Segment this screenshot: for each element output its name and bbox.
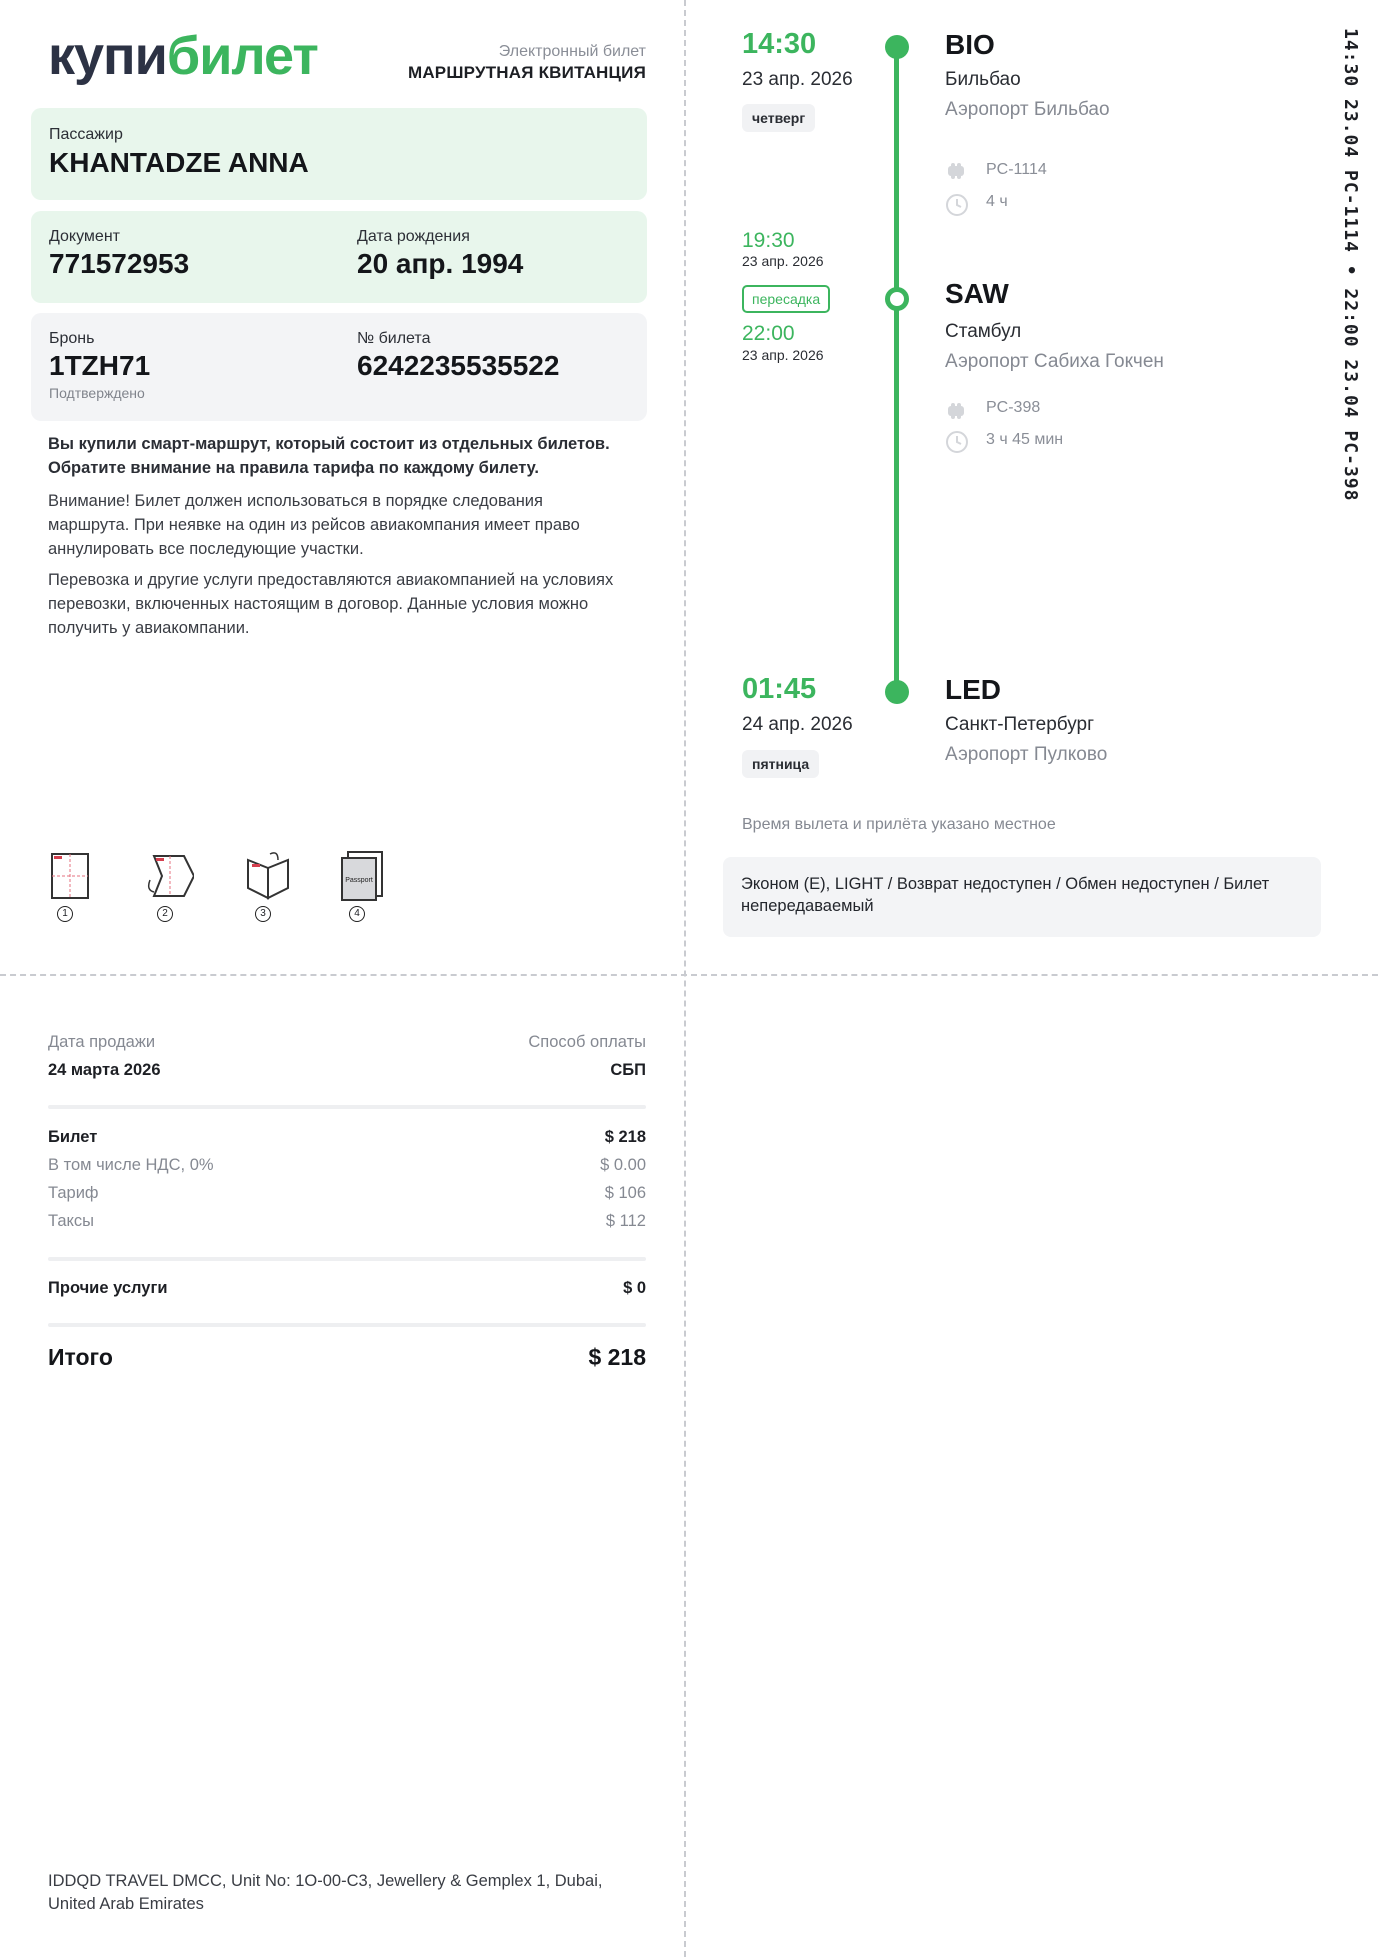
fare-row	[48, 1184, 646, 1210]
passenger-name: KHANTADZE ANNA	[49, 147, 309, 178]
step-number: 2	[157, 906, 173, 922]
departure-airport-code: BIO	[945, 29, 995, 60]
ticket-price-label: Билет	[48, 1128, 98, 1146]
transfer-arrival-date: 23 апр. 2026	[742, 253, 824, 269]
vertical-flight-summary: 14:30 23.04 PC-1114 • 22:00 23.04 PC-398	[1340, 28, 1361, 502]
local-time-note: Время вылета и прилёта указано местное	[742, 816, 1056, 833]
departure-dot	[885, 35, 909, 59]
vertical-cut-line	[684, 0, 686, 1957]
document-label: Документ	[49, 228, 120, 245]
arrival-weekday: пятница	[742, 750, 819, 778]
booking-code: 1TZH71	[49, 350, 151, 381]
sheet-icon	[46, 850, 94, 902]
fare-label: Тариф	[48, 1184, 99, 1202]
vat-value: $ 0.00	[600, 1156, 646, 1174]
step-number: 1	[57, 906, 73, 922]
sale-header-labels	[48, 1033, 646, 1059]
birth-date: 20 апр. 1994	[357, 248, 524, 279]
fare-value: $ 106	[604, 1184, 646, 1202]
ticket-number-label: № билета	[357, 330, 431, 347]
vat-label: В том числе НДС, 0%	[48, 1156, 214, 1174]
taxes-row	[48, 1212, 646, 1238]
fold-step-3	[244, 850, 292, 924]
booking-label: Бронь	[49, 330, 95, 347]
ticket-price-row	[48, 1128, 646, 1154]
document-card	[31, 211, 647, 303]
passport-label: Passport	[345, 877, 373, 884]
flight-icon	[945, 400, 967, 427]
transfer-airport-code: SAW	[945, 278, 1009, 309]
birth-label: Дата рождения	[357, 228, 470, 245]
tariff-conditions: Эконом (E), LIGHT / Возврат недоступен / Обмен недоступен / Билет непередаваемый	[741, 875, 1270, 915]
carriage-terms: Перевозка и другие услуги предоставляются авиакомпанией на условиях перевозки, включенных настоящим в договор. Данные условия можно получить у авиакомпании.	[48, 571, 614, 637]
transfer-departure-time: 22:00	[742, 322, 795, 345]
divider	[48, 1323, 646, 1327]
sale-date: 24 марта 2026	[48, 1061, 161, 1079]
flight-duration: 3 ч 45 мин	[986, 431, 1064, 448]
payment-method-label: Способ оплаты	[528, 1033, 646, 1051]
fold-step-2	[146, 850, 194, 924]
fold-step-4	[338, 850, 386, 924]
transfer-arrival-time: 19:30	[742, 229, 795, 252]
sale-header-values	[48, 1061, 646, 1087]
step-number: 3	[255, 906, 271, 922]
route-line	[894, 46, 899, 692]
flight-number: PC-398	[986, 399, 1041, 416]
taxes-label: Таксы	[48, 1212, 95, 1230]
fold-step-1	[46, 850, 94, 924]
arrival-dot	[885, 680, 909, 704]
smart-route-note: Вы купили смарт-маршрут, который состоит из отдельных билетов. Обратите внимание на правила тарифа по каждому билету.	[48, 435, 610, 477]
taxes-value: $ 112	[605, 1212, 646, 1230]
flight-icon	[945, 160, 967, 187]
transfer-city: Стамбул	[945, 321, 1022, 342]
divider	[48, 1257, 646, 1261]
departure-airport: Аэропорт Бильбао	[945, 99, 1110, 120]
other-services-row	[48, 1279, 646, 1305]
total-row	[48, 1344, 646, 1376]
document-number: 771572953	[49, 248, 190, 279]
passport-icon	[338, 850, 386, 902]
other-services-value: $ 0	[623, 1279, 646, 1297]
company-address: IDDQD TRAVEL DMCC, Unit No: 1O-00-C3, Jewellery & Gemplex 1, Dubai, United Arab Emirates	[48, 1872, 603, 1913]
document-type	[408, 42, 646, 84]
flight-duration: 4 ч	[986, 193, 1008, 210]
divider	[48, 1105, 646, 1109]
passenger-card	[31, 108, 647, 200]
kupibilet-logo: купибилет	[48, 26, 318, 86]
tariff-box	[723, 857, 1321, 937]
departure-weekday: четверг	[742, 104, 815, 132]
doc-type-subtitle: Электронный билет	[498, 43, 646, 60]
total-value: $ 218	[588, 1344, 646, 1370]
arrival-city: Санкт-Петербург	[945, 714, 1095, 735]
usage-warning: Внимание! Билет должен использоваться в порядке следования маршрута. При неявке на один из рейсов авиакомпания имеет право аннулировать все последующие участки.	[48, 492, 580, 558]
fold-icon	[146, 850, 194, 902]
arrival-airport-code: LED	[945, 674, 1001, 705]
departure-date: 23 апр. 2026	[742, 69, 853, 90]
payment-method: СБП	[610, 1061, 646, 1079]
total-label: Итого	[48, 1344, 113, 1370]
departure-city: Бильбао	[945, 69, 1021, 90]
passenger-label: Пассажир	[49, 126, 123, 143]
arrival-time: 01:45	[742, 673, 817, 705]
horizontal-cut-line	[0, 974, 1378, 976]
other-services-label: Прочие услуги	[48, 1279, 168, 1297]
transfer-dot	[885, 287, 909, 311]
fold-half-icon	[244, 850, 292, 902]
transfer-badge: пересадка	[742, 285, 830, 313]
clock-icon	[945, 193, 969, 222]
departure-time: 14:30	[742, 28, 817, 60]
booking-status: Подтверждено	[49, 385, 145, 401]
flight-number: PC-1114	[986, 161, 1047, 178]
arrival-airport: Аэропорт Пулково	[945, 744, 1108, 765]
ticket-price: $ 218	[604, 1128, 646, 1146]
ticket-number: 6242235535522	[357, 350, 560, 381]
step-number: 4	[349, 906, 365, 922]
transfer-departure-date: 23 апр. 2026	[742, 347, 824, 363]
vat-row	[48, 1156, 646, 1182]
arrival-date: 24 апр. 2026	[742, 714, 853, 735]
doc-type-title: МАРШРУТНАЯ КВИТАНЦИЯ	[407, 63, 646, 82]
transfer-airport: Аэропорт Сабиха Гокчен	[945, 351, 1164, 372]
sale-date-label: Дата продажи	[48, 1033, 156, 1051]
booking-card	[31, 313, 647, 421]
clock-icon	[945, 430, 969, 459]
